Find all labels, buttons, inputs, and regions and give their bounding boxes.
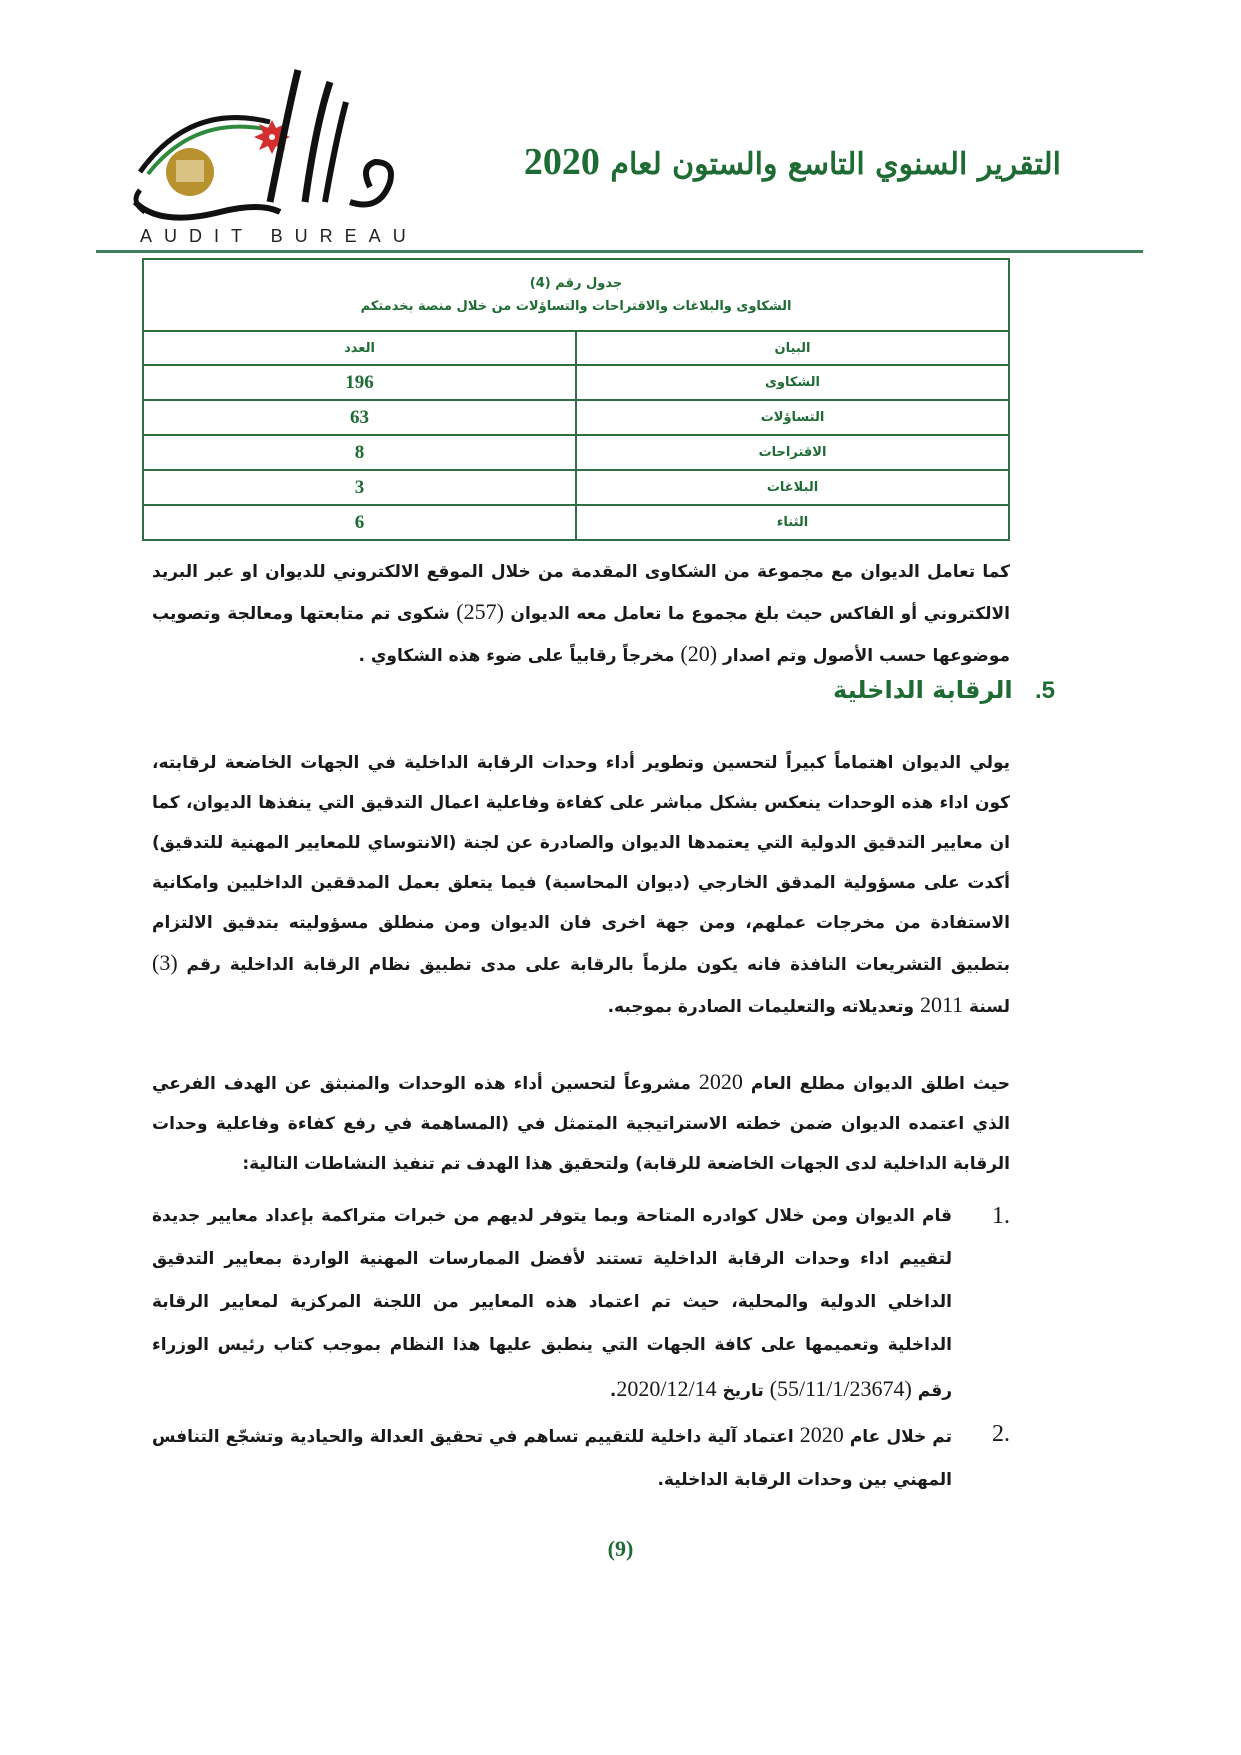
row-label: الشكاوى <box>576 365 1009 400</box>
text-run: شكوى تم متابعتها ومعالجة وتصويب موضوعها حسب الأصول وتم اصدار <box>152 604 1010 666</box>
table-number: جدول رقم (4) <box>529 276 623 291</box>
page-number: (9) <box>607 1536 634 1561</box>
text-run: قام الديوان ومن خلال كوادره المتاحة وبما يتوفر لديهم من خبرات متراكمة بإعداد معايير جديدة لتقييم اداء وحدات الرقابة الداخلية تستند لأفضل الممارسات المهنية الواردة بمعايير التدقيق الداخلي الدولية والمحلية، حيث تم اعتماد هذه المعايير من اللجنة المركزية لمعايير الرقابة الداخلية وتعميمها على كافة الجهات التي ينطبق عليها هذا النظام بموجب كتاب رئيس الوزراء رقم <box>152 1206 952 1401</box>
logo-latin-text: AUDIT BUREAU <box>140 226 418 246</box>
text-run: مخرجاً رقابياً على ضوء هذه الشكاوي . <box>358 646 681 666</box>
complaints-table <box>142 258 1010 541</box>
text-run: لسنة <box>963 997 1010 1017</box>
row-label: البلاغات <box>576 470 1009 505</box>
project-year: 2020 <box>698 1069 743 1094</box>
row-count: 63 <box>143 400 576 435</box>
complaints-paragraph <box>152 552 1010 676</box>
text-run: اعتماد آلية داخلية للتقييم تساهم في تحقيق العدالة والحيادية وتشجّع التنافس المهني بين وحدات الرقابة الداخلية. <box>152 1427 952 1490</box>
table-row <box>143 435 1009 470</box>
header-divider <box>96 250 1143 253</box>
list-item <box>152 1195 1010 1413</box>
text-run: كما تعامل الديوان مع مجموعة من الشكاوى المقدمة من خلال الموقع الالكتروني للديوان او عبر البريد الالكتروني أو الفاكس حيث بلغ مجموع ما تعامل معه الديوان <box>152 562 1011 624</box>
text-run: تم خلال عام <box>843 1427 952 1447</box>
outputs-count: (20) <box>680 641 718 666</box>
report-year: 2020 <box>523 141 600 183</box>
row-count: 196 <box>143 365 576 400</box>
regulation-number: (3) <box>152 950 178 975</box>
row-count: 6 <box>143 505 576 540</box>
internal-control-paragraph <box>152 743 1010 1027</box>
table-row <box>143 505 1009 540</box>
text-run: مشروعاً لتحسين أداء هذه الوحدات والمنبثق عن الهدف الفرعي الذي اعتمده الديوان ضمن خطته الاستراتيجية المتمثل في (المساهمة في رفع كفاءة وفاعلية وحدات الرقابة الداخلية لدى الجهات الخاضعة للرقابة) ولتحقيق هذا الهدف تم تنفيذ النشاطات التالية: <box>152 1074 1010 1174</box>
table-row <box>143 400 1009 435</box>
regulation-year: 2011 <box>919 992 964 1017</box>
table-row <box>143 365 1009 400</box>
activities-list <box>152 1195 1010 1502</box>
section-number: 5. <box>1034 677 1055 704</box>
list-marker: .1 <box>992 1203 1010 1229</box>
text-run: . <box>609 1381 617 1401</box>
project-paragraph <box>152 1062 1010 1184</box>
list-marker: .2 <box>992 1421 1010 1447</box>
text-run: وتعديلاته والتعليمات الصادرة بموجبه. <box>607 997 920 1017</box>
row-label: التساؤلات <box>576 400 1009 435</box>
row-label: الاقتراحات <box>576 435 1009 470</box>
column-header-count: العدد <box>143 331 576 365</box>
section-heading <box>833 676 1055 705</box>
list-item <box>152 1413 1010 1502</box>
logo-calligraphy-icon <box>120 62 420 232</box>
letter-date: 2020/12/14 <box>616 1376 717 1401</box>
text-run: حيث اطلق الديوان مطلع العام <box>742 1074 1011 1094</box>
table-row <box>143 470 1009 505</box>
column-header-item: البيان <box>576 331 1009 365</box>
table-caption <box>143 259 1009 331</box>
letter-number: (55/11/1/23674) <box>769 1376 912 1401</box>
row-count: 8 <box>143 435 576 470</box>
report-title <box>524 140 1061 184</box>
complaints-total: (257) <box>456 599 504 624</box>
audit-bureau-logo <box>120 62 420 252</box>
mechanism-year: 2020 <box>799 1422 844 1447</box>
report-title-text: التقرير السنوي التاسع والستون لعام <box>610 147 1061 182</box>
text-run: يولي الديوان اهتماماً كبيراً لتحسين وتطوير أداء وحدات الرقابة الداخلية في الجهات الخاضعة لرقابته، كون اداء هذه الوحدات ينعكس بشكل مباشر على كفاءة وفاعلية اعمال التدقيق التي ينفذها الديوان، كما ان معايير التدقيق الدولية التي يعتمدها الديوان والصادرة عن لجنة (الانتوساي للمعايير المهنية للتدقيق) أكدت على مسؤولية المدقق الخارجي (ديوان المحاسبة) فيما يتعلق بعمل المدققين الداخليين وامكانية الاستفادة من مخرجات عملهم، ومن جهة اخرى فان الديوان ومن منطلق مسؤوليته بتدقيق الالتزام بتطبيق التشريعات النافذة فانه يكون ملزماً بالرقابة على مدى تطبيق نظام الرقابة الداخلية رقم <box>152 753 1010 975</box>
table-title: الشكاوى والبلاغات والاقتراحات والتساؤلات من خلال منصة بخدمتكم <box>360 299 792 314</box>
row-count: 3 <box>143 470 576 505</box>
text-run: تاريخ <box>716 1381 770 1401</box>
section-title: الرقابة الداخلية <box>833 676 1013 704</box>
row-label: الثناء <box>576 505 1009 540</box>
